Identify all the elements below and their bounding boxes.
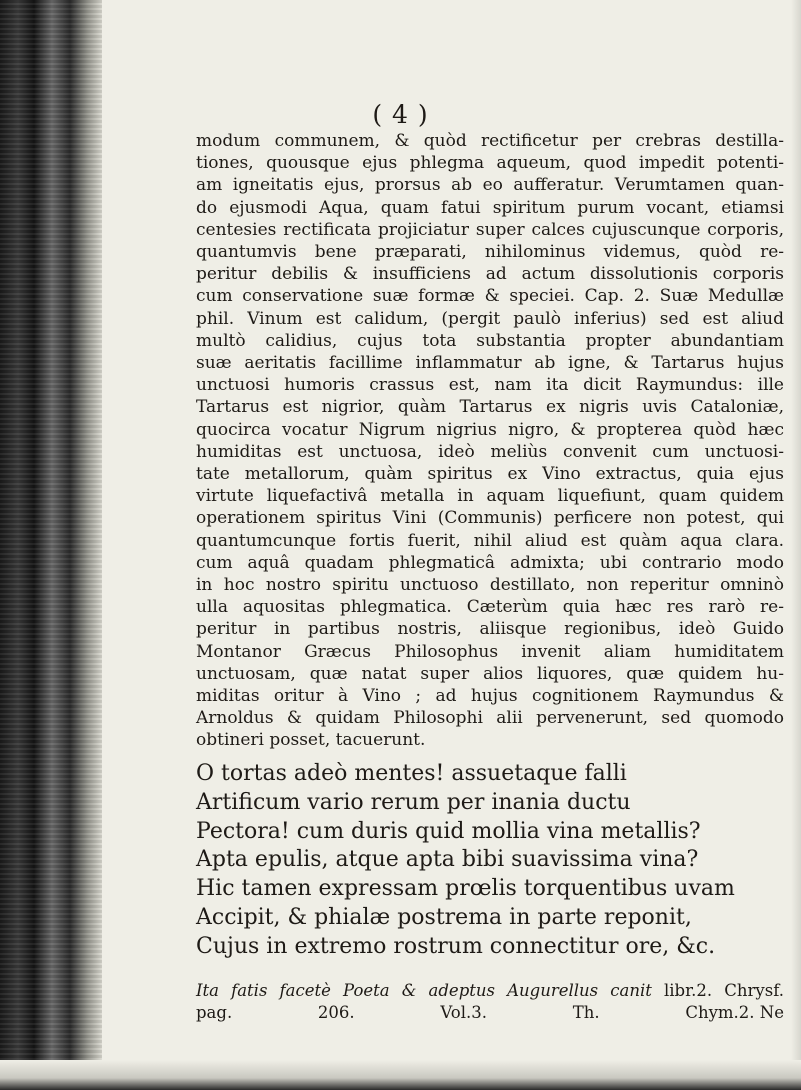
body-line: am igneitatis ejus, prorsus ab eo aufferatur. Verumtamen quan-	[196, 175, 784, 196]
attribution-reference: libr.2. Chrysf.	[651, 981, 784, 1000]
body-line: quocirca vocatur Nigrum nigrius nigro, & propterea quòd hæc	[196, 419, 784, 440]
page-bottom-shadow	[0, 1060, 801, 1090]
verse-quotation	[196, 760, 784, 962]
page-edge	[791, 0, 801, 1090]
body-line: virtute liquefactivâ metalla in aquam liquefiunt, quam quidem	[196, 486, 784, 507]
attribution-line-1	[196, 980, 784, 1002]
verse-attribution	[196, 980, 784, 1023]
body-line: cum conservatione suæ formæ & speciei. Cap. 2. Suæ Medullæ	[196, 286, 784, 307]
body-line: peritur debilis & insufficiens ad actum dissolutionis corporis	[196, 264, 784, 285]
body-line: Montanor Græcus Philosophus invenit aliam humiditatem	[196, 641, 784, 662]
body-line: quantumcunque fortis fuerit, nihil aliud est quàm aqua clara.	[196, 530, 784, 551]
verse-line: Artificum vario rerum per inania ductu	[196, 789, 631, 815]
page-number: ( 4 )	[372, 100, 429, 129]
body-line: miditas oritur à Vino ; ad hujus cognitionem Raymundus &	[196, 686, 784, 707]
body-line: tate metallorum, quàm spiritus ex Vino extractus, quia ejus	[196, 464, 784, 485]
body-line: quantumvis bene præparati, nihilominus videmus, quòd re-	[196, 242, 784, 263]
body-line: unctuosam, quæ natat super alios liquores, quæ quidem hu-	[196, 663, 784, 684]
verse-line: O tortas adeò mentes! assuetaque falli	[196, 761, 627, 786]
body-line: obtineri posset, tacuerunt.	[196, 730, 426, 751]
body-text	[196, 130, 784, 752]
body-line: unctuosi humoris crassus est, nam ita dicit Raymundus: ille	[196, 375, 784, 396]
verse-line: Apta epulis, atque apta bibi suavissima vina?	[196, 847, 699, 873]
attribution-line-2	[196, 1002, 784, 1024]
verse-line: Hic tamen expressam prœlis torquentibus uvam	[196, 876, 735, 902]
body-line: in hoc nostro spiritu unctuoso destillato, non reperitur omninò	[196, 575, 784, 596]
verse-line: Pectora! cum duris quid mollia vina metallis?	[196, 818, 701, 844]
body-line: multò calidius, cujus tota substantia propter abundantiam	[196, 330, 784, 351]
body-line: phil. Vinum est calidum, (pergit paulò inferius) sed est aliud	[196, 308, 784, 329]
catchword: 2. Ne	[738, 1002, 784, 1022]
body-line: ulla aquositas phlegmatica. Cæterùm quia hæc res rarò re-	[196, 597, 784, 618]
attribution-volume: pag. 206. Vol.3. Th. Chym.	[196, 1002, 739, 1022]
body-line: tiones, quousque ejus phlegma aqueum, quod impedit potenti-	[196, 153, 784, 174]
body-line: do ejusmodi Aqua, quam fatui spiritum purum vocant, etiamsi	[196, 197, 784, 218]
body-line: Arnoldus & quidam Philosophi alii pervenerunt, sed quomodo	[196, 708, 784, 729]
verse-line: Cujus in extremo rostrum connectitur ore, &c.	[196, 933, 716, 959]
body-line: operationem spiritus Vini (Communis) perficere non potest, qui	[196, 508, 784, 529]
attribution-source: Ita fatis facetè Poeta & adeptus Augurellus canit	[196, 981, 652, 1000]
body-line: Tartarus est nigrior, quàm Tartarus ex nigris uvis Cataloniæ,	[196, 397, 784, 418]
book-binding-gutter	[0, 0, 102, 1090]
body-line: centesies rectificata projiciatur super calces cujuscunque corporis,	[196, 219, 784, 240]
verse-line: Accipit, & phialæ postrema in parte reponit,	[196, 904, 692, 930]
body-line: suæ aeritatis facillime inflammatur ab igne, & Tartarus hujus	[196, 353, 784, 374]
body-line: peritur in partibus nostris, aliisque regionibus, ideò Guido	[196, 619, 784, 640]
body-line: cum aquâ quadam phlegmaticâ admixta; ubi contrario modo	[196, 552, 784, 573]
body-line: humiditas est unctuosa, ideò meliùs convenit cum unctuosi-	[196, 441, 784, 462]
body-line: modum communem, & quòd rectificetur per crebras destilla-	[196, 131, 784, 151]
